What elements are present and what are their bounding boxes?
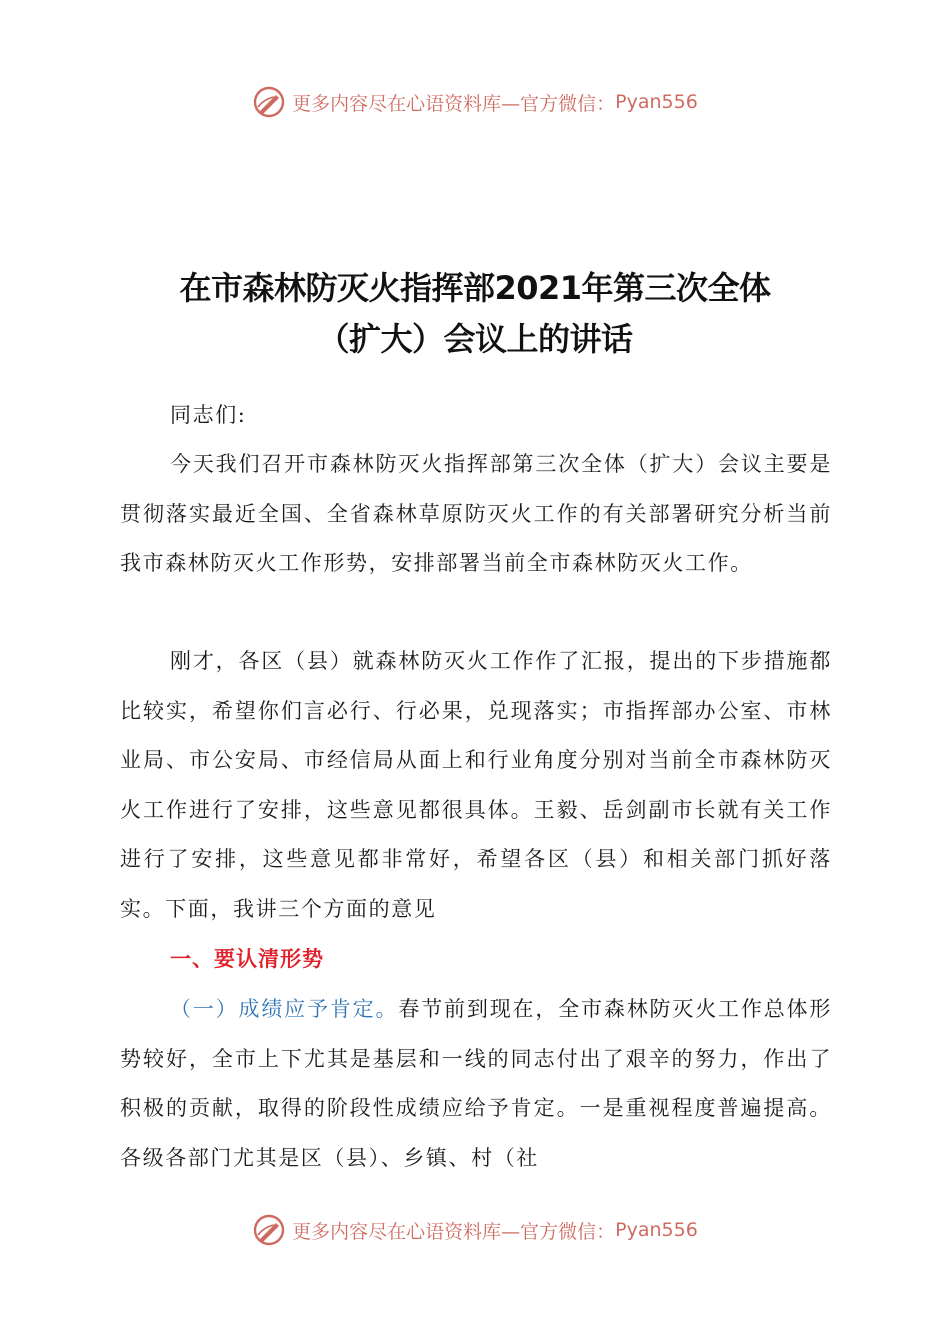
paragraph-2: 刚才，各区（县）就森林防灭火工作作了汇报，提出的下步措施都比较实，希望你们言必行、行必果，兑现落实；市指挥部办公室、市林业局、市公安局、市经信局从面上和行业角度分别对当前全市森林防灭火工作进行了安排，这些意见都很具体。王毅、岳剑副市长就有关工作进行了安排，这些意见都非常好，希望各区（县）和相关部门抓好落实。下面，我讲三个方面的意见 — [120, 649, 832, 921]
paragraph-3 — [120, 985, 832, 1183]
watermark-text: 更多内容尽在心语资料库—官方微信： — [292, 92, 616, 115]
footer-watermark — [0, 1210, 950, 1250]
paragraph-3-text: 春节前到现在，全市森林防灭火工作总体形势较好，全市上下尤其是基层和一线的同志付出了艰辛的努力，作出了积极的贡献，取得的阶段性成绩应给予肯定。一是重视程度普遍提高。各级各部门尤其是区（县）、乡镇、村（社 — [120, 997, 832, 1170]
pen-logo-icon — [252, 1213, 286, 1247]
pen-logo-icon — [252, 85, 286, 119]
watermark-wechat-id: Pyan556 — [615, 1219, 698, 1241]
document-title-line-2: （扩大）会议上的讲话 — [317, 320, 633, 358]
paragraph-1: 今天我们召开市森林防灭火指挥部第三次全体（扩大）会议主要是贯彻落实最近全国、全省森林草原防灭火工作的有关部署研究分析当前我市森林防灭火工作形势，安排部署当前全市森林防灭火工作。 — [120, 452, 832, 575]
watermark-text: 更多内容尽在心语资料库—官方微信： — [292, 1220, 616, 1243]
document-title-line-1: 在市森林防灭火指挥部2021年第三次全体 — [179, 269, 771, 307]
section-heading-1: 一、要认清形势 — [170, 947, 324, 971]
header-watermark — [0, 82, 950, 122]
subsection-heading-1: （一）成绩应予肯定。 — [170, 997, 399, 1021]
watermark-wechat-id: Pyan556 — [615, 91, 698, 113]
greeting: 同志们: — [170, 403, 247, 427]
